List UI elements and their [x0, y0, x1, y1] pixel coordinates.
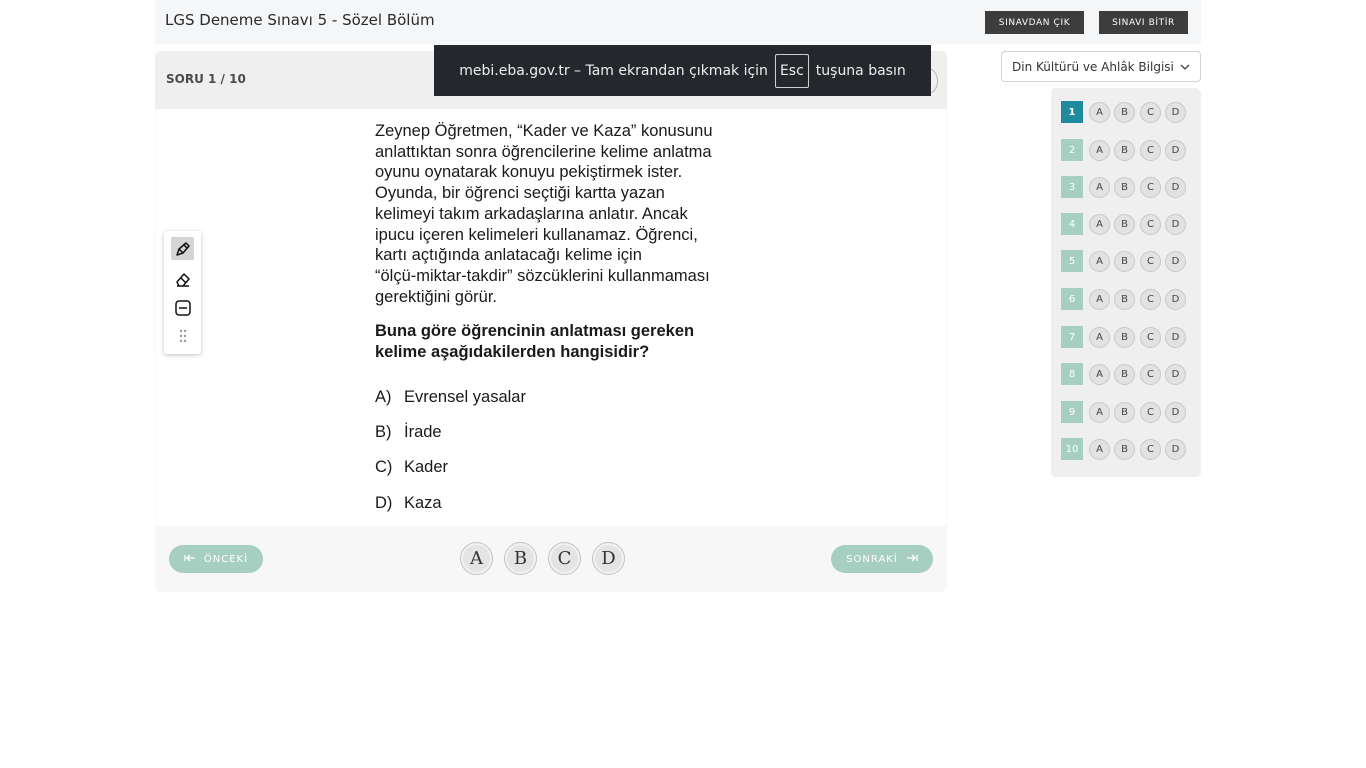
answer-choice-a[interactable]: A	[1089, 439, 1110, 460]
question-number-button[interactable]: 9	[1061, 401, 1083, 423]
answer-choice-a[interactable]: A	[1089, 251, 1110, 272]
answer-choice-c[interactable]: C	[1140, 102, 1161, 123]
answer-choice-c[interactable]: C	[1140, 439, 1161, 460]
answer-choice-a[interactable]: A	[1089, 289, 1110, 310]
option-text: Kaza	[404, 494, 442, 512]
answer-choice-a[interactable]: A	[1089, 364, 1110, 385]
option-b	[375, 423, 442, 442]
answer-choice-c[interactable]: C	[1140, 402, 1161, 423]
option-d	[375, 494, 442, 513]
answer-panel	[1051, 88, 1201, 477]
answer-choice-b[interactable]: B	[1114, 214, 1135, 235]
answer-choice-b[interactable]: B	[1114, 140, 1135, 161]
answer-choice-a[interactable]: A	[1089, 214, 1110, 235]
esc-key: Esc	[775, 54, 809, 88]
question-line: kartı açtığında anlatacağı kelime için	[375, 246, 642, 265]
answer-row	[1061, 326, 1193, 348]
option-text: Evrensel yasalar	[404, 388, 526, 406]
answer-choice-c[interactable]: C	[1140, 327, 1161, 348]
answer-choice-d[interactable]: D	[1165, 214, 1186, 235]
option-letter: B)	[375, 423, 392, 441]
question-text	[375, 121, 755, 307]
answer-choice-c[interactable]: C	[1140, 140, 1161, 161]
question-number-button[interactable]: 2	[1061, 139, 1083, 161]
question-card	[155, 51, 947, 592]
answer-choice-d[interactable]: D	[1165, 402, 1186, 423]
question-line: oyunu oynatarak konuyu pekiştirmek ister.	[375, 163, 683, 182]
minus-box-icon[interactable]	[171, 296, 194, 319]
question-footer	[155, 526, 947, 592]
option-a	[375, 388, 526, 407]
question-line: Oyunda, bir öğrenci seçtiği kartta yazan	[375, 184, 665, 203]
answer-row	[1061, 363, 1193, 385]
fullscreen-banner	[434, 45, 931, 96]
answer-choice-d[interactable]: D	[1165, 177, 1186, 198]
subject-select[interactable]	[1001, 51, 1201, 82]
question-counter: SORU 1 / 10	[166, 72, 246, 86]
answer-b-button[interactable]: B	[504, 542, 537, 575]
exit-exam-button[interactable]: SINAVDAN ÇIK	[985, 11, 1084, 34]
prompt-line: Buna göre öğrencinin anlatması gereken	[375, 322, 695, 340]
answer-row	[1061, 288, 1193, 310]
answer-choice-d[interactable]: D	[1165, 364, 1186, 385]
answer-choice-b[interactable]: B	[1114, 251, 1135, 272]
prompt-line: kelime aşağıdakilerden hangisidir?	[375, 343, 650, 361]
answer-choice-b[interactable]: B	[1114, 177, 1135, 198]
answer-choice-b[interactable]: B	[1114, 102, 1135, 123]
answer-choice-a[interactable]: A	[1089, 327, 1110, 348]
answer-choice-d[interactable]: D	[1165, 251, 1186, 272]
exam-title: LGS Deneme Sınavı 5 - Sözel Bölüm	[165, 11, 435, 29]
answer-row	[1061, 176, 1193, 198]
question-number-button[interactable]: 6	[1061, 288, 1083, 310]
previous-label: ÖNCEKİ	[203, 553, 249, 565]
question-number-button[interactable]: 4	[1061, 213, 1083, 235]
answer-choice-d[interactable]: D	[1165, 327, 1186, 348]
drag-handle-icon[interactable]	[171, 324, 194, 347]
previous-button[interactable]	[169, 545, 263, 573]
answer-row	[1061, 438, 1193, 460]
question-line: Zeynep Öğretmen, “Kader ve Kaza” konusunu	[375, 122, 713, 140]
subject-selected: Din Kültürü ve Ahlâk Bilgisi	[1012, 59, 1174, 74]
answer-choice-d[interactable]: D	[1165, 289, 1186, 310]
answer-choice-c[interactable]: C	[1140, 214, 1161, 235]
next-button[interactable]	[831, 545, 933, 573]
next-label: SONRAKİ	[846, 553, 898, 565]
answer-choice-c[interactable]: C	[1140, 289, 1161, 310]
answer-choice-b[interactable]: B	[1114, 289, 1135, 310]
option-c	[375, 458, 448, 477]
question-number-button[interactable]: 5	[1061, 250, 1083, 272]
drawing-toolbar	[164, 231, 201, 354]
question-line: gerektiğini görür.	[375, 287, 497, 306]
answer-choice-d[interactable]: D	[1165, 140, 1186, 161]
answer-row	[1061, 139, 1193, 161]
option-text: İrade	[404, 423, 442, 441]
question-line: ipucu içeren kelimeleri kullanamaz. Öğrenci,	[375, 225, 698, 244]
finish-exam-button[interactable]: SINAVI BİTİR	[1099, 11, 1188, 34]
question-number-button[interactable]: 3	[1061, 176, 1083, 198]
answer-choice-a[interactable]: A	[1089, 102, 1110, 123]
answer-choice-c[interactable]: C	[1140, 177, 1161, 198]
option-letter: D)	[375, 494, 393, 512]
question-number-button[interactable]: 8	[1061, 363, 1083, 385]
pen-icon[interactable]	[171, 237, 194, 260]
answer-c-button[interactable]: C	[548, 542, 581, 575]
banner-text-after: tuşuna basın	[815, 62, 906, 79]
question-number-button[interactable]: 10	[1061, 438, 1083, 460]
answer-choice-d[interactable]: D	[1165, 102, 1186, 123]
question-number-button[interactable]: 1	[1061, 101, 1083, 123]
answer-choice-a[interactable]: A	[1089, 402, 1110, 423]
answer-row	[1061, 213, 1193, 235]
option-letter: A)	[375, 388, 392, 406]
question-body	[156, 109, 946, 526]
answer-choice-d[interactable]: D	[1165, 439, 1186, 460]
answer-choice-c[interactable]: C	[1140, 364, 1161, 385]
answer-row	[1061, 101, 1193, 123]
question-line: anlattıktan sonra öğrencilerine kelime anlatma	[375, 142, 712, 161]
eraser-icon[interactable]	[171, 267, 194, 290]
answer-choice-b[interactable]: B	[1114, 439, 1135, 460]
option-text: Kader	[404, 458, 449, 476]
top-bar	[155, 0, 1201, 44]
answer-row	[1061, 401, 1193, 423]
answer-choice-b[interactable]: B	[1114, 327, 1135, 348]
question-line: kelimeyi takım arkadaşlarına anlatır. Ancak	[375, 204, 688, 223]
question-number-button[interactable]: 7	[1061, 326, 1083, 348]
answer-choice-b[interactable]: B	[1114, 402, 1135, 423]
answer-choice-a[interactable]: A	[1089, 177, 1110, 198]
question-prompt	[375, 321, 755, 363]
chevron-down-icon	[1180, 61, 1190, 75]
answer-choice-c[interactable]: C	[1140, 251, 1161, 272]
option-letter: C)	[375, 458, 393, 476]
answer-d-button[interactable]: D	[592, 542, 625, 575]
banner-text-before: mebi.eba.gov.tr – Tam ekrandan çıkmak için	[459, 62, 768, 79]
hand-left-icon	[184, 553, 196, 566]
answer-a-button[interactable]: A	[460, 542, 493, 575]
answer-row	[1061, 250, 1193, 272]
question-line: “ölçü-miktar-takdir” sözcüklerini kullanmaması	[375, 266, 710, 285]
hand-right-icon	[906, 553, 918, 566]
answer-choice-a[interactable]: A	[1089, 140, 1110, 161]
answer-choice-b[interactable]: B	[1114, 364, 1135, 385]
